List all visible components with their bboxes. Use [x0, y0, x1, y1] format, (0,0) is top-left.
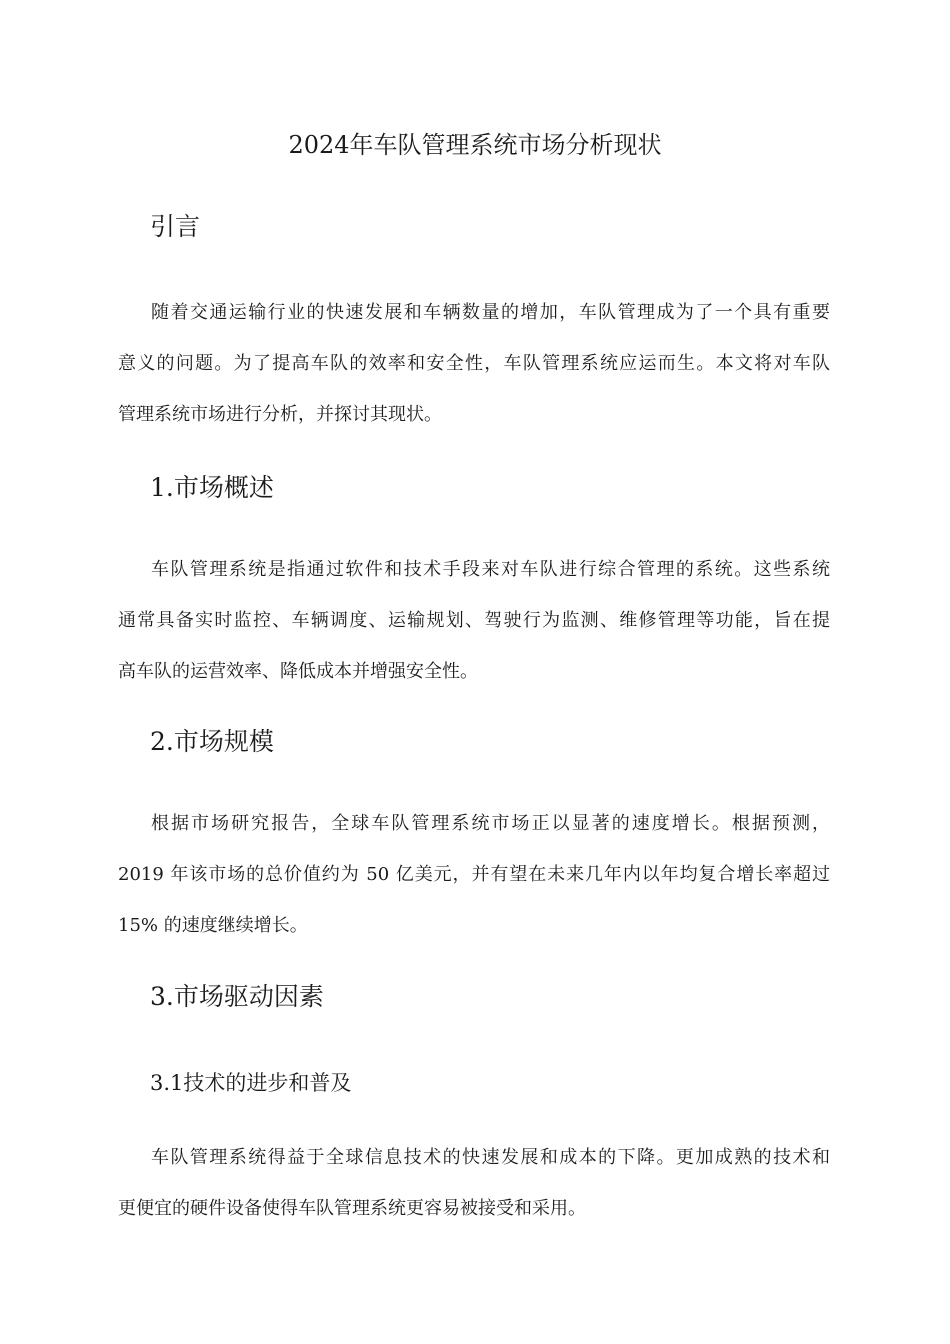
- paragraph-market-size: [118, 798, 830, 951]
- paragraph-line: 车队管理系统是指通过软件和技术手段来对车队进行综合管理的系统。这些系统: [151, 559, 830, 580]
- paragraph-line: 高车队的运营效率、降低成本并增强安全性。: [118, 661, 478, 682]
- paragraph-line: 根据市场研究报告，全球车队管理系统市场正以显著的速度增长。根据预测，: [151, 813, 830, 834]
- paragraph-line: 2019 年该市场的总价值约为 50 亿美元，并有望在未来几年内以年均复合增长率超过: [118, 864, 830, 885]
- document-title: 2024年车队管理系统市场分析现状: [288, 131, 662, 159]
- heading-market-size: 2.市场规模: [150, 727, 274, 756]
- paragraph-line: 车队管理系统得益于全球信息技术的快速发展和成本的下降。更加成熟的技术和: [151, 1147, 830, 1168]
- paragraph-line: 15% 的速度继续增长。: [118, 915, 308, 936]
- paragraph-line: 随着交通运输行业的快速发展和车辆数量的增加，车队管理成为了一个具有重要: [151, 302, 830, 323]
- heading-market-overview: 1.市场概述: [150, 473, 274, 502]
- subheading-technology-progress: 3.1技术的进步和普及: [150, 1071, 352, 1095]
- paragraph-line: 管理系统市场进行分析，并探讨其现状。: [118, 404, 442, 425]
- paragraph-line: 更便宜的硬件设备使得车队管理系统更容易被接受和采用。: [118, 1198, 586, 1219]
- paragraph-market-overview: [118, 544, 830, 697]
- heading-market-drivers: 3.市场驱动因素: [150, 982, 324, 1011]
- paragraph-introduction: [118, 287, 830, 440]
- paragraph-line: 意义的问题。为了提高车队的效率和安全性，车队管理系统应运而生。本文将对车队: [118, 353, 830, 374]
- paragraph-line: 通常具备实时监控、车辆调度、运输规划、驾驶行为监测、维修管理等功能，旨在提: [118, 610, 830, 631]
- heading-introduction: 引言: [150, 212, 201, 241]
- paragraph-technology-progress: [118, 1132, 830, 1234]
